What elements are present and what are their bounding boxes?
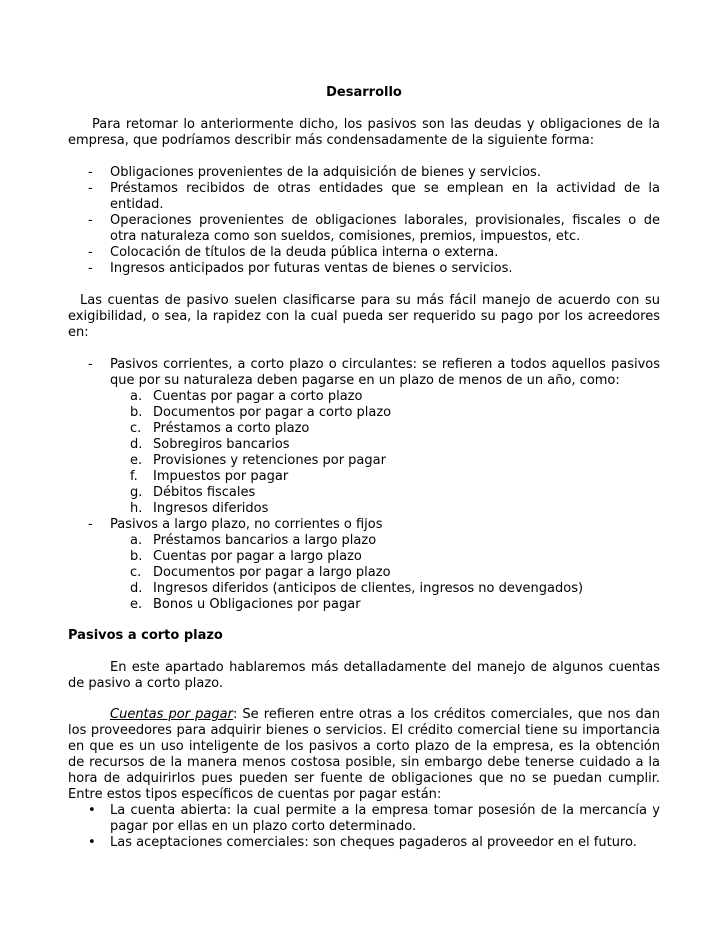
list-item: - Ingresos anticipados por futuras ventas de bienes o servicios.	[88, 261, 513, 276]
current-liabilities-item: - Pasivos corrientes, a corto plazo o circulantes: se refieren a todos aquellos pasivos que por su naturaleza deben pagarse en un plazo de menos de un año, como: a. Cuentas por pagar a corto plazo b. Documentos por pagar a corto plazo c. Préstamos a corto plazo d. Sobregiros bancarios e. Provisiones y retenciones por pagar f. Impuestos por pagar g. Débitos fiscales h. Ingresos diferidos	[88, 357, 660, 516]
intro-paragraph: Para retomar lo anteriormente dicho, los pasivos son las deudas y obligaciones de la empresa, que podríamos describir más condensadamente de la siguiente forma:	[68, 117, 660, 148]
list-item: d. Sobregiros bancarios	[130, 437, 290, 452]
list-item: a. Cuentas por pagar a corto plazo	[130, 389, 363, 404]
list-item: d. Ingresos diferidos (anticipos de clientes, ingresos no devengados)	[130, 581, 584, 596]
list-item: - Operaciones provenientes de obligaciones laborales, provisionales, fiscales o de otra naturaleza como son sueldos, comisiones, premios, impuestos, etc.	[88, 213, 660, 244]
list-item: e. Bonos u Obligaciones por pagar	[130, 597, 361, 612]
list-item: - Préstamos recibidos de otras entidades que se emplean en la actividad de la entidad.	[88, 181, 660, 212]
long-term-liabilities-list	[110, 533, 660, 613]
list-item: b. Documentos por pagar a corto plazo	[130, 405, 392, 420]
dash-marker: -	[88, 165, 93, 180]
long-term-liabilities-item: - Pasivos a largo plazo, no corrientes o fijos a. Préstamos bancarios a largo plazo b. Cuentas por pagar a largo plazo c. Documentos por pagar a largo plazo d. Ingresos diferidos (anticipos de clientes, ingresos no devengados) e. Bonos u Obligaciones por pagar	[88, 517, 660, 613]
list-item: • La cuenta abierta: la cual permite a la empresa tomar posesión de la mercancía y pagar por ellas en un plazo corto determinado.	[88, 803, 660, 834]
section-intro-paragraph: En este apartado hablaremos más detalladamente del manejo de algunos cuentas de pasivo a corto plazo.	[68, 660, 660, 691]
page-title: Desarrollo	[326, 85, 402, 100]
current-liabilities-list	[110, 389, 660, 517]
bullet-marker: •	[88, 803, 96, 818]
dash-marker: -	[88, 213, 93, 228]
list-item: - Obligaciones provenientes de la adquisición de bienes y servicios.	[88, 165, 541, 180]
list-item: f. Impuestos por pagar	[130, 469, 289, 484]
classification-paragraph: Las cuentas de pasivo suelen clasificarse para su más fácil manejo de acuerdo con su exigibilidad, o sea, la rapidez con la cual pueda ser requerido su pago por los acreedores en:	[68, 293, 660, 340]
list-item: c. Documentos por pagar a largo plazo	[130, 565, 391, 580]
list-item: • Las aceptaciones comerciales: son cheques pagaderos al proveedor en el futuro.	[88, 835, 637, 850]
definition-list	[88, 165, 660, 277]
list-item: c. Préstamos a corto plazo	[130, 421, 310, 436]
dash-marker: -	[88, 181, 93, 196]
list-item: b. Cuentas por pagar a largo plazo	[130, 549, 362, 564]
list-item: h. Ingresos diferidos	[130, 501, 269, 516]
accounts-payable-paragraph: Cuentas por pagar: Se refieren entre otras a los créditos comerciales, que nos dan los proveedores para adquirir bienes o servicios. El crédito comercial tiene su importancia en que es un uso inteligente de los pasivos a corto plazo de la empresa, es la obtención de recursos de la manera menos costosa posible, sin embargo debe tenerse cuidado a la hora de adquirirlos pues pueden ser fuente de obligaciones que no se puedan cumplir. Entre estos tipos específicos de cuentas por pagar están:	[68, 707, 660, 802]
section-heading: Pasivos a corto plazo	[68, 628, 223, 643]
dash-marker: -	[88, 517, 93, 532]
dash-marker: -	[88, 261, 93, 276]
dash-marker: -	[88, 245, 93, 260]
classification-list	[88, 357, 660, 613]
list-item: e. Provisiones y retenciones por pagar	[130, 453, 386, 468]
list-item: g. Débitos fiscales	[130, 485, 256, 500]
list-item: a. Préstamos bancarios a largo plazo	[130, 533, 377, 548]
payable-types-list	[88, 803, 660, 851]
accounts-payable-term: Cuentas por pagar	[110, 707, 233, 722]
list-item: - Colocación de títulos de la deuda pública interna o externa.	[88, 245, 499, 260]
dash-marker: -	[88, 357, 93, 372]
bullet-marker: •	[88, 835, 96, 850]
